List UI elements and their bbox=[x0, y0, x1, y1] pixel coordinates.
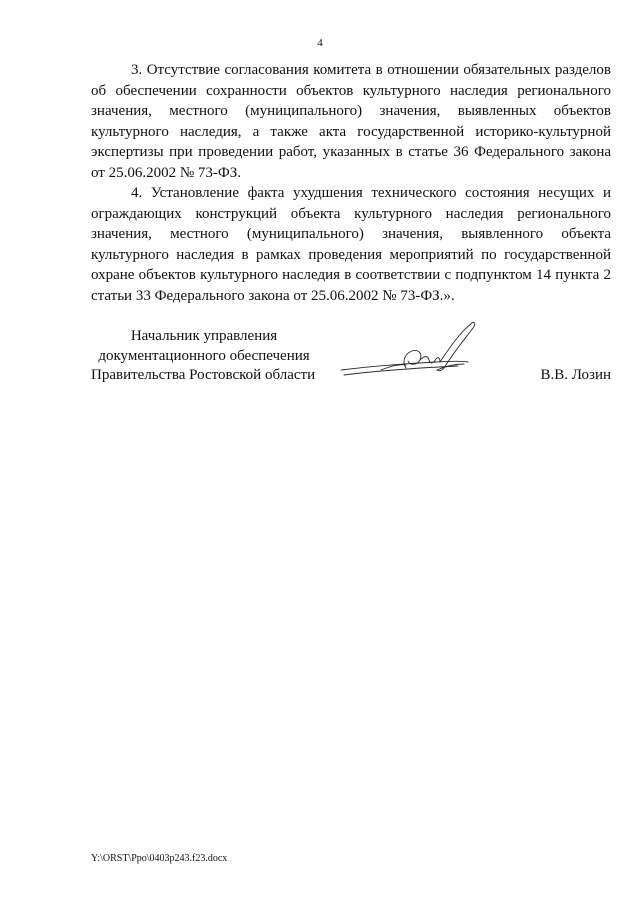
file-path-footer: Y:\ORST\Ppo\0403p243.f23.docx bbox=[91, 853, 228, 864]
paragraph-item-3: 3. Отсутствие согласования комитета в отношении обязательных разделов об обеспечении сохранности объектов культурного наследия регионального значения, местного (муниципального) значения, выявленных объектов культурного наследия, а также акта государственной историко-культурной экспертизы при проведении работ, указанных в статье 36 Федерального закона от 25.06.2002 № 73-ФЗ. bbox=[91, 62, 611, 181]
signer-position-line: документационного обеспечения bbox=[98, 347, 310, 364]
paragraph-item-4: 4. Установление факта ухудшения технического состояния несущих и ограждающих конструкций объекта культурного наследия регионального значения, местного (муниципального) значения, выявленного объекта культурного наследия в рамках проведения мероприятий по государственной охране объектов культурного наследия в соответствии с подпунктом 14 пункта 2 статьи 33 Федерального закона от 25.06.2002 № 73-ФЗ.». bbox=[91, 185, 611, 304]
page-number: 4 bbox=[317, 37, 323, 49]
signer-position-line: Правительства Ростовской области bbox=[91, 367, 316, 383]
signer-position bbox=[91, 327, 317, 386]
handwritten-signature bbox=[336, 320, 486, 385]
document-body bbox=[91, 60, 611, 306]
signer-name: В.В. Лозин bbox=[540, 367, 611, 383]
signature-block bbox=[91, 327, 611, 397]
signer-position-line: Начальник управления bbox=[130, 328, 278, 344]
